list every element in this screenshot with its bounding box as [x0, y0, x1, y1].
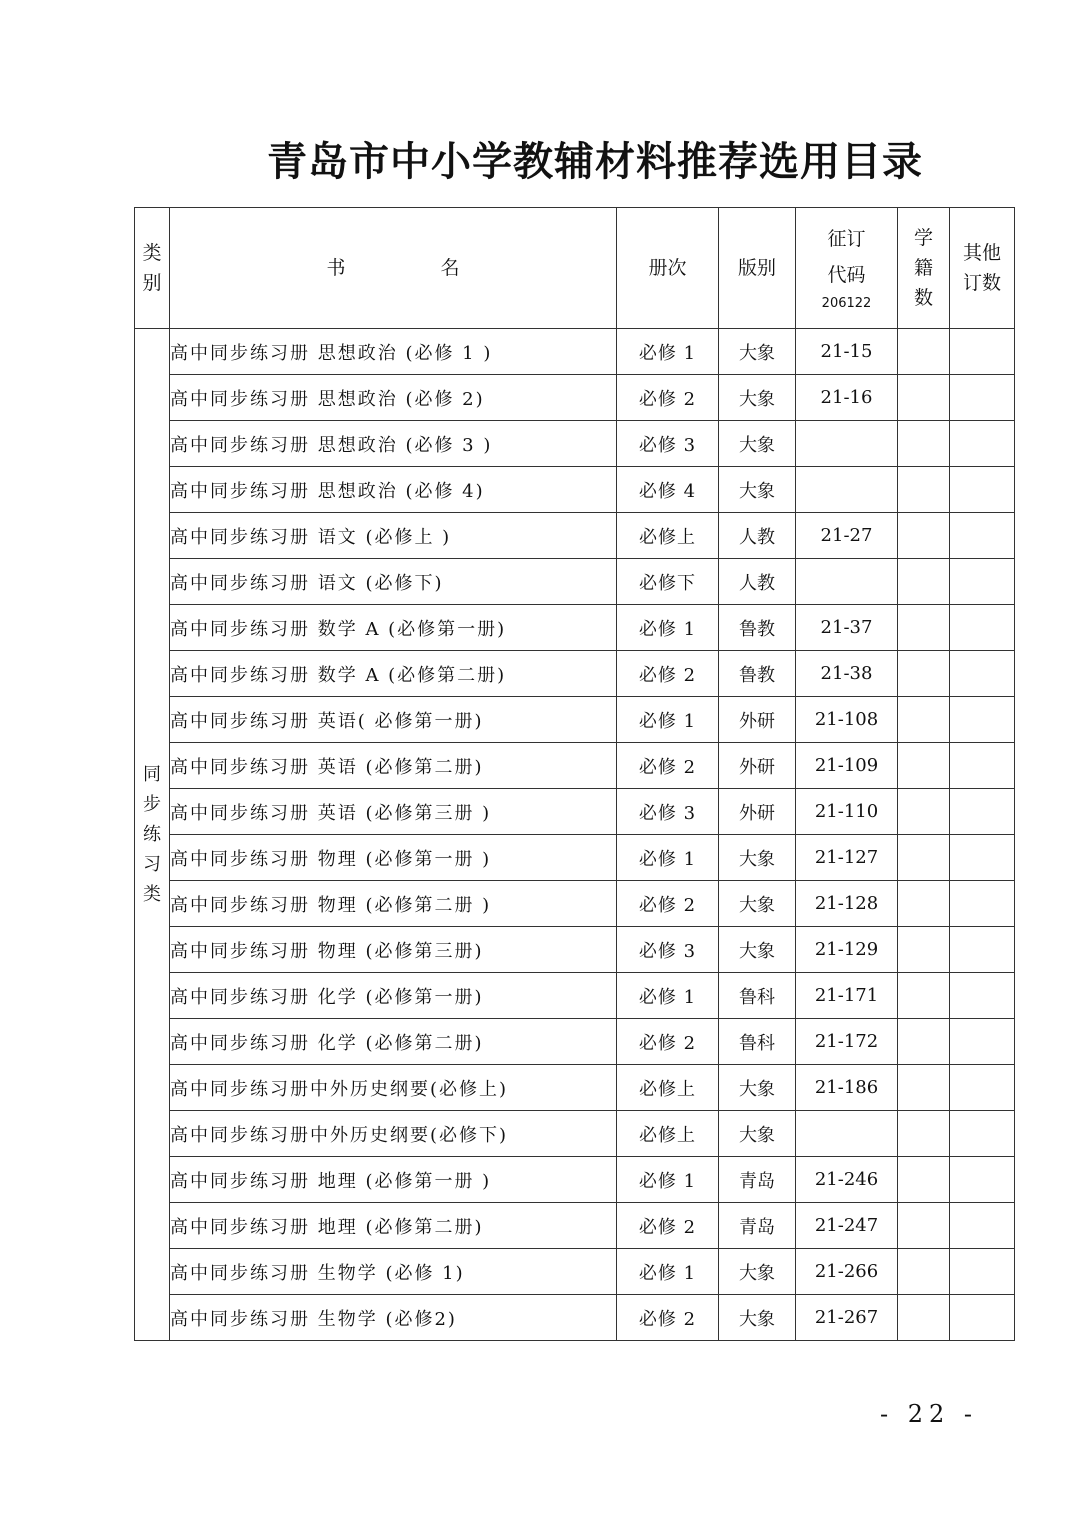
volume-cell: 必修 1 [617, 835, 719, 881]
other-count-cell [950, 927, 1015, 973]
code-cell: 21-266 [796, 1249, 898, 1295]
other-count-cell [950, 743, 1015, 789]
code-cell: 21-247 [796, 1203, 898, 1249]
other-count-cell [950, 1295, 1015, 1341]
code-cell: 21-38 [796, 651, 898, 697]
code-cell: 21-129 [796, 927, 898, 973]
other-count-cell [950, 835, 1015, 881]
volume-cell: 必修 2 [617, 881, 719, 927]
header-enrollment [898, 208, 950, 329]
enrollment-cell [898, 1019, 950, 1065]
name-cell: 高中同步练习册 物理 (必修第一册 ) [170, 835, 617, 881]
other-count-cell [950, 1111, 1015, 1157]
enrollment-cell [898, 651, 950, 697]
table-row [135, 375, 1015, 421]
category-cell [135, 329, 170, 1341]
edition-cell: 大象 [719, 1249, 796, 1295]
enrollment-cell [898, 1249, 950, 1295]
table-row [135, 881, 1015, 927]
code-cell: 21-267 [796, 1295, 898, 1341]
code-cell: 21-108 [796, 697, 898, 743]
volume-cell: 必修 1 [617, 605, 719, 651]
volume-cell: 必修 1 [617, 697, 719, 743]
table-row [135, 973, 1015, 1019]
code-cell: 21-109 [796, 743, 898, 789]
other-count-cell [950, 1157, 1015, 1203]
edition-cell: 鲁教 [719, 651, 796, 697]
other-count-cell [950, 973, 1015, 1019]
header-code-label: 征订代码 [827, 228, 866, 286]
header-name: 书 名 [170, 208, 617, 329]
enrollment-cell [898, 329, 950, 375]
edition-cell: 大象 [719, 1065, 796, 1111]
edition-cell: 大象 [719, 881, 796, 927]
header-code-number: 206122 [821, 296, 872, 311]
edition-cell: 大象 [719, 835, 796, 881]
other-count-cell [950, 467, 1015, 513]
enrollment-cell [898, 973, 950, 1019]
table-row [135, 1295, 1015, 1341]
volume-cell: 必修 3 [617, 421, 719, 467]
table-row [135, 467, 1015, 513]
code-cell: 21-128 [796, 881, 898, 927]
table-row [135, 605, 1015, 651]
header-category [135, 208, 170, 329]
name-cell: 高中同步练习册 化学 (必修第一册) [170, 973, 617, 1019]
name-cell: 高中同步练习册 思想政治 (必修 1 ) [170, 329, 617, 375]
catalog-table [134, 207, 1015, 1341]
enrollment-cell [898, 513, 950, 559]
code-cell [796, 1111, 898, 1157]
volume-cell: 必修 1 [617, 1249, 719, 1295]
edition-cell: 鲁科 [719, 1019, 796, 1065]
other-count-cell [950, 697, 1015, 743]
other-count-cell [950, 605, 1015, 651]
table-row [135, 1157, 1015, 1203]
table-row [135, 1111, 1015, 1157]
other-count-cell [950, 789, 1015, 835]
volume-cell: 必修 2 [617, 651, 719, 697]
table-body [135, 329, 1015, 1341]
edition-cell: 大象 [719, 375, 796, 421]
table-row [135, 559, 1015, 605]
volume-cell: 必修 3 [617, 789, 719, 835]
name-cell: 高中同步练习册 地理 (必修第二册) [170, 1203, 617, 1249]
edition-cell: 大象 [719, 421, 796, 467]
name-cell: 高中同步练习册 生物学 (必修2) [170, 1295, 617, 1341]
edition-cell: 人教 [719, 513, 796, 559]
code-cell [796, 467, 898, 513]
enrollment-cell [898, 881, 950, 927]
other-count-cell [950, 421, 1015, 467]
volume-cell: 必修下 [617, 559, 719, 605]
edition-cell: 大象 [719, 467, 796, 513]
table-row [135, 1249, 1015, 1295]
code-cell [796, 421, 898, 467]
volume-cell: 必修 2 [617, 743, 719, 789]
other-count-cell [950, 1019, 1015, 1065]
table-row [135, 835, 1015, 881]
name-cell: 高中同步练习册 思想政治 (必修 3 ) [170, 421, 617, 467]
edition-cell: 鲁科 [719, 973, 796, 1019]
volume-cell: 必修上 [617, 1065, 719, 1111]
header-other [950, 208, 1015, 329]
edition-cell: 人教 [719, 559, 796, 605]
other-count-cell [950, 1249, 1015, 1295]
edition-cell: 青岛 [719, 1157, 796, 1203]
name-cell: 高中同步练习册 物理 (必修第三册) [170, 927, 617, 973]
table-row [135, 743, 1015, 789]
code-cell: 21-37 [796, 605, 898, 651]
edition-cell: 大象 [719, 1295, 796, 1341]
name-cell: 高中同步练习册 思想政治 (必修 4) [170, 467, 617, 513]
page-title: 青岛市中小学教辅材料推荐选用目录 [267, 139, 923, 185]
table-row [135, 1203, 1015, 1249]
name-cell: 高中同步练习册 物理 (必修第二册 ) [170, 881, 617, 927]
volume-cell: 必修上 [617, 1111, 719, 1157]
name-cell: 高中同步练习册 生物学 (必修 1) [170, 1249, 617, 1295]
code-cell: 21-186 [796, 1065, 898, 1111]
edition-cell: 外研 [719, 743, 796, 789]
table-row [135, 513, 1015, 559]
other-count-cell [950, 513, 1015, 559]
name-cell: 高中同步练习册 语文 (必修上 ) [170, 513, 617, 559]
name-cell: 高中同步练习册 英语 (必修第二册) [170, 743, 617, 789]
enrollment-cell [898, 1295, 950, 1341]
volume-cell: 必修 4 [617, 467, 719, 513]
code-cell: 21-246 [796, 1157, 898, 1203]
enrollment-cell [898, 835, 950, 881]
header-volume: 册次 [617, 208, 719, 329]
code-cell: 21-110 [796, 789, 898, 835]
volume-cell: 必修 2 [617, 1019, 719, 1065]
name-cell: 高中同步练习册 思想政治 (必修 2) [170, 375, 617, 421]
edition-cell: 鲁教 [719, 605, 796, 651]
volume-cell: 必修 2 [617, 375, 719, 421]
volume-cell: 必修 3 [617, 927, 719, 973]
name-cell: 高中同步练习册中外历史纲要(必修下) [170, 1111, 617, 1157]
enrollment-cell [898, 605, 950, 651]
enrollment-cell [898, 1203, 950, 1249]
table-row [135, 651, 1015, 697]
other-count-cell [950, 329, 1015, 375]
enrollment-cell [898, 421, 950, 467]
table-row [135, 1019, 1015, 1065]
code-cell: 21-15 [796, 329, 898, 375]
code-cell [796, 559, 898, 605]
code-cell: 21-171 [796, 973, 898, 1019]
volume-cell: 必修 1 [617, 1157, 719, 1203]
category-label: 同步练习类 [143, 763, 161, 905]
code-cell: 21-172 [796, 1019, 898, 1065]
enrollment-cell [898, 789, 950, 835]
enrollment-cell [898, 1065, 950, 1111]
table-row [135, 329, 1015, 375]
edition-cell: 外研 [719, 697, 796, 743]
header-enrollment-text: 学籍数 [913, 227, 933, 309]
enrollment-cell [898, 467, 950, 513]
header-edition: 版别 [719, 208, 796, 329]
enrollment-cell [898, 559, 950, 605]
volume-cell: 必修上 [617, 513, 719, 559]
volume-cell: 必修 1 [617, 329, 719, 375]
enrollment-cell [898, 1157, 950, 1203]
other-count-cell [950, 559, 1015, 605]
edition-cell: 大象 [719, 329, 796, 375]
enrollment-cell [898, 697, 950, 743]
name-cell: 高中同步练习册 数学 A (必修第二册) [170, 651, 617, 697]
volume-cell: 必修 2 [617, 1203, 719, 1249]
table-row [135, 1065, 1015, 1111]
table-row [135, 927, 1015, 973]
table-row [135, 697, 1015, 743]
enrollment-cell [898, 743, 950, 789]
code-cell: 21-16 [796, 375, 898, 421]
name-cell: 高中同步练习册 地理 (必修第一册 ) [170, 1157, 617, 1203]
name-cell: 高中同步练习册 英语 (必修第三册 ) [170, 789, 617, 835]
enrollment-cell [898, 927, 950, 973]
other-count-cell [950, 1065, 1015, 1111]
name-cell: 高中同步练习册 英语( 必修第一册) [170, 697, 617, 743]
volume-cell: 必修 2 [617, 1295, 719, 1341]
header-row [135, 208, 1015, 329]
page-number: - 22 - [880, 1400, 979, 1428]
name-cell: 高中同步练习册 语文 (必修下) [170, 559, 617, 605]
volume-cell: 必修 1 [617, 973, 719, 1019]
enrollment-cell [898, 375, 950, 421]
edition-cell: 大象 [719, 1111, 796, 1157]
other-count-cell [950, 651, 1015, 697]
table-row [135, 421, 1015, 467]
other-count-cell [950, 881, 1015, 927]
edition-cell: 外研 [719, 789, 796, 835]
name-cell: 高中同步练习册中外历史纲要(必修上) [170, 1065, 617, 1111]
name-cell: 高中同步练习册 化学 (必修第二册) [170, 1019, 617, 1065]
table-row [135, 789, 1015, 835]
header-code [796, 208, 898, 329]
header-category-text: 类别 [142, 242, 162, 294]
header-other-text: 其他订数 [962, 242, 1001, 294]
edition-cell: 青岛 [719, 1203, 796, 1249]
code-cell: 21-127 [796, 835, 898, 881]
other-count-cell [950, 375, 1015, 421]
code-cell: 21-27 [796, 513, 898, 559]
name-cell: 高中同步练习册 数学 A (必修第一册) [170, 605, 617, 651]
edition-cell: 大象 [719, 927, 796, 973]
enrollment-cell [898, 1111, 950, 1157]
other-count-cell [950, 1203, 1015, 1249]
